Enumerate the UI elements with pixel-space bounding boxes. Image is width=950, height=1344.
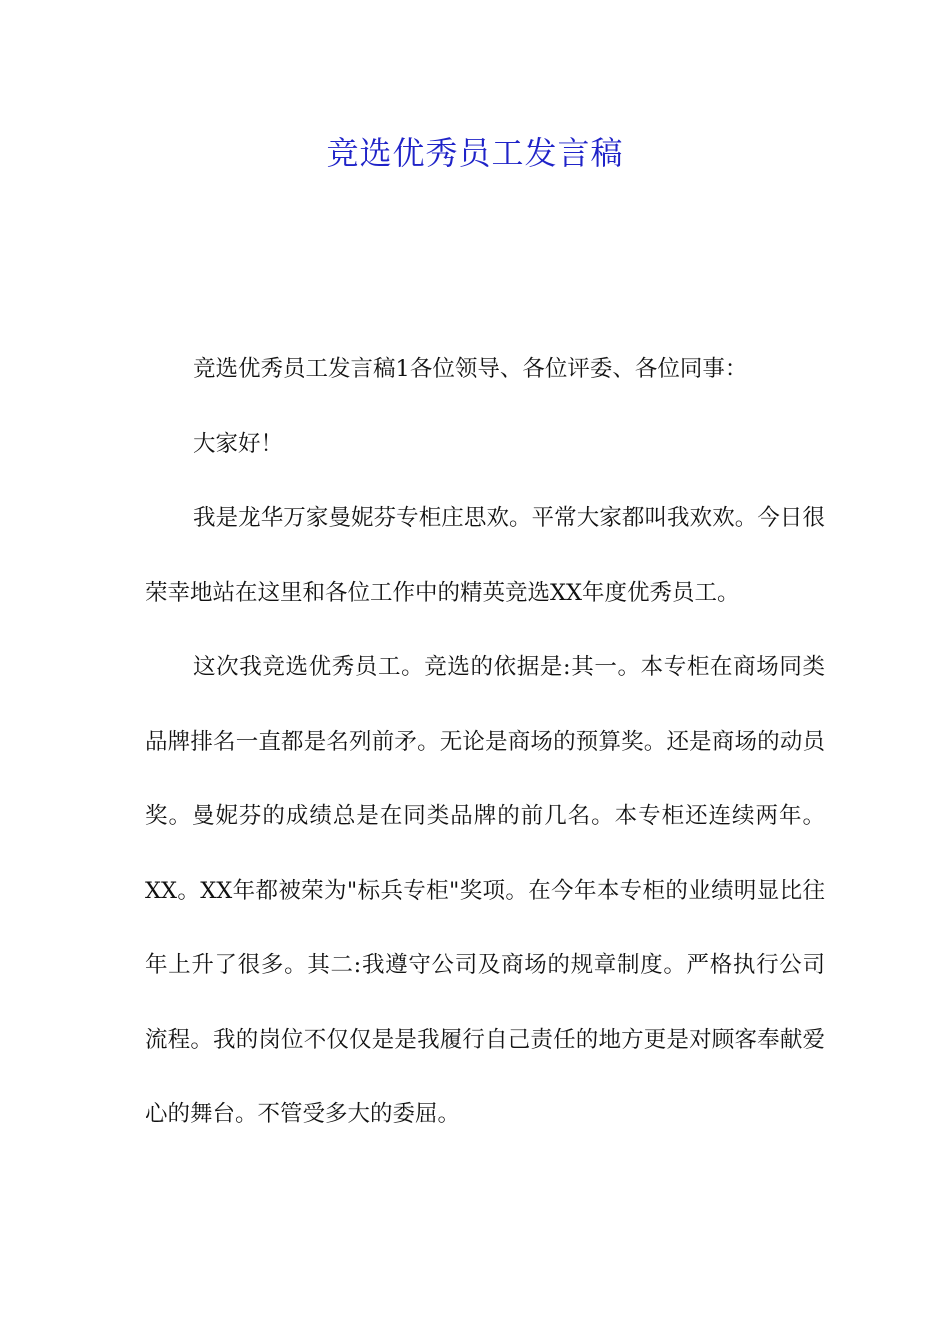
- paragraph-introduction: 我是龙华万家曼妮芬专柜庄思欢。平常大家都叫我欢欢。今日很荣幸地站在这里和各位工作中的精英竞选XX年度优秀员工。: [145, 505, 825, 606]
- paragraph-hello: 大家好！: [193, 430, 284, 457]
- document-body: [145, 332, 825, 1152]
- paragraph-greeting-line: 竞选优秀员工发言稿1各位领导、各位评委、各位同事：: [193, 356, 748, 382]
- document-title: 竞选优秀员工发言稿: [326, 134, 624, 172]
- paragraph-reasons: 这次我竞选优秀员工。竞选的依据是:其一。本专柜在商场同类品牌排名一直都是名列前矛。无论是商场的预算奖。还是商场的动员奖。曼妮芬的成绩总是在同类品牌的前几名。本专柜还连续两年。XX。XX年都被荣为"标兵专柜"奖项。在今年本专柜的业绩明显比往年上升了很多。其二:我遵守公司及商场的规章制度。严格执行公司流程。我的岗位不仅仅是是我履行自己责任的地方更是对顾客奉献爱心的舞台。不管受多大的委屈。: [145, 654, 825, 1127]
